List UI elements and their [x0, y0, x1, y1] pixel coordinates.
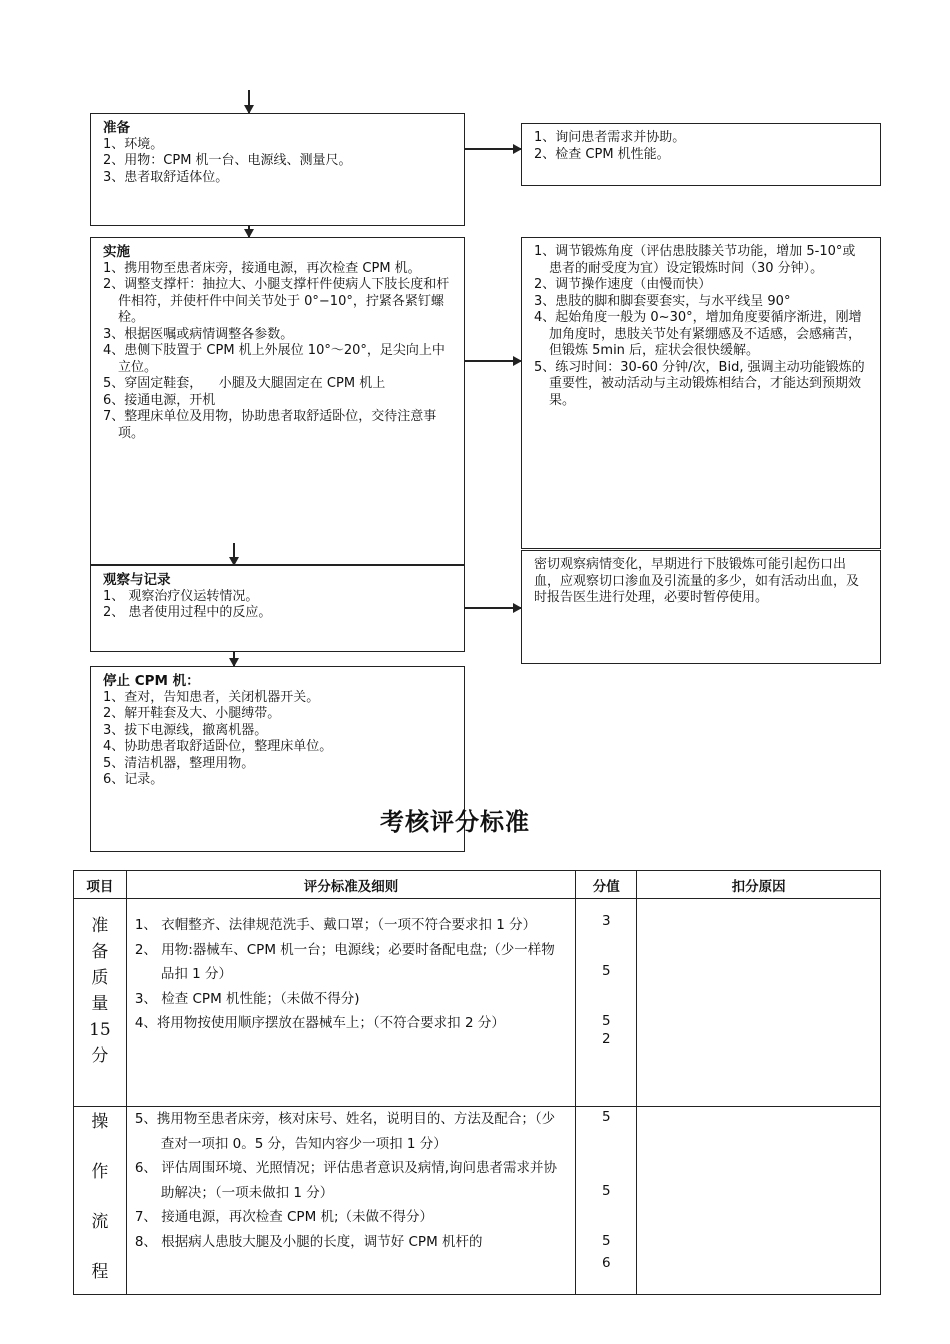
- implement-note-line: 2、调节操作速度（由慢而快）: [534, 277, 712, 292]
- criteria-item: 5、携用物至患者床旁，核对床号、姓名，说明目的、方法及配合；（少查对一项扣 0。5 分，告知内容少一项扣 1 分）: [134, 1111, 556, 1152]
- category-cell: [74, 1107, 127, 1295]
- implement-note-line: 1、调节锻炼角度（评估患肢膝关节功能，增加 5-10°或患者的耐受度为宜）设定锻炼时间（30 分钟）。: [534, 244, 856, 276]
- criteria-item: 6、 评估周围环境、光照情况；评估患者意识及病情,询问患者需求并协助解决；（一项未做扣 1 分）: [134, 1160, 557, 1201]
- criteria-item: 1、 衣帽整齐、法律规范洗手、戴口罩；（一项不符合要求扣 1 分）: [134, 917, 537, 933]
- implement-note-line: 4、起始角度一般为 0~30°，增加角度要循序渐进，刚增加角度时，患肢关节处有紧绷感及不适感，会感痛苦，但锻炼 5min 后，症状会很快缓解。: [534, 310, 862, 358]
- score-value: 5: [601, 1183, 611, 1199]
- implement-line: 6、接通电源，开机: [103, 392, 216, 408]
- category-cell: [74, 899, 127, 1107]
- implement-title: 实施: [103, 244, 130, 260]
- category-char: 量: [91, 994, 109, 1014]
- flow-arrow-implement-note: [465, 360, 521, 362]
- observe-title: 观察与记录: [103, 572, 171, 588]
- implement-line: 4、患侧下肢置于 CPM 机上外展位 10°～20°，足尖向上中立位。: [103, 343, 445, 375]
- score-value: 5: [601, 1109, 611, 1125]
- category-char: 作: [91, 1162, 109, 1182]
- prepare-note-line: 2、检查 CPM 机性能。: [534, 146, 670, 162]
- stop-line: 6、记录。: [103, 772, 164, 787]
- implement-line: 2、调整支撑杆：抽拉大、小腿支撑杆件使病人下肢长度和杆件相符，并使杆件中间关节处于 0°−10°，拧紧各紧钉螺栓。: [103, 277, 450, 325]
- criteria-item: 4、将用物按使用顺序摆放在器械车上；（不符合要求扣 2 分）: [134, 1015, 505, 1031]
- header-score: 分值: [576, 871, 637, 899]
- stop-line: 2、解开鞋套及大、小腿缚带。: [103, 706, 281, 721]
- implement-box: [90, 237, 465, 565]
- table-row: [74, 899, 881, 1107]
- score-value: 5: [601, 1233, 611, 1249]
- deduction-cell: [637, 899, 881, 1107]
- stop-line: 5、清洁机器，整理用物。: [103, 755, 255, 771]
- score-value: 6: [601, 1255, 611, 1271]
- implement-line: 5、穿固定鞋套， 小腿及大腿固定在 CPM 机上: [103, 376, 386, 391]
- category-char: 15: [89, 1020, 111, 1040]
- criteria-item: 8、 根据病人患肢大腿及小腿的长度，调节好 CPM 机杆的: [134, 1233, 483, 1250]
- implement-line: 7、整理床单位及用物，协助患者取舒适卧位，交待注意事项。: [103, 409, 437, 441]
- observe-line: 2、 患者使用过程中的反应。: [103, 605, 272, 620]
- stop-title: 停止 CPM 机：: [103, 673, 200, 689]
- stop-line: 1、查对，告知患者，关闭机器开关。: [103, 689, 320, 705]
- score-value: 2: [601, 1031, 611, 1047]
- flow-arrow-observe-stop: [233, 652, 235, 666]
- header-item: 项目: [74, 871, 127, 899]
- implement-note-line: 5、练习时间：30-60 分钟/次，Bid, 强调主动功能锻炼的重要性，被动活动与主动锻炼相结合，才能达到预期效果。: [534, 359, 865, 408]
- category-char: 备: [91, 942, 109, 962]
- criteria-cell: [126, 1107, 575, 1295]
- section-title: 考核评分标准: [380, 807, 530, 836]
- observe-box: [90, 565, 465, 652]
- category-char: 质: [91, 968, 109, 988]
- criteria-item: 3、 检查 CPM 机性能；（未做不得分): [134, 990, 360, 1007]
- implement-note-box: [521, 237, 881, 549]
- header-criteria: 评分标准及细则: [126, 871, 575, 899]
- prepare-line: 3、患者取舒适体位。: [103, 169, 229, 185]
- deduction-cell: [637, 1107, 881, 1295]
- prepare-line: 1、环境。: [103, 136, 164, 152]
- observe-note-box: [521, 550, 881, 664]
- score-value: 5: [601, 963, 611, 979]
- flow-arrow-implement-observe: [233, 543, 235, 565]
- observe-line: 1、 观察治疗仪运转情况。: [103, 588, 259, 604]
- prepare-line: 2、用物：CPM 机一台、电源线、测量尺。: [103, 153, 352, 168]
- category-char: 准: [91, 916, 109, 936]
- category-char: 程: [91, 1262, 109, 1282]
- flow-arrow-prepare-note: [465, 148, 521, 150]
- implement-note-line: 3、患肢的脚和脚套要套实，与水平线呈 90°: [534, 293, 791, 309]
- prepare-title: 准备: [103, 120, 130, 136]
- score-cell: [576, 1107, 637, 1295]
- category-char: 分: [91, 1046, 109, 1066]
- flow-arrow-observe-note: [465, 607, 521, 609]
- table-header-row: [74, 871, 881, 899]
- implement-line: 1、携用物至患者床旁，接通电源，再次检查 CPM 机。: [103, 260, 421, 276]
- prepare-note-line: 1、询问患者需求并协助。: [534, 130, 686, 145]
- score-value: 3: [601, 913, 611, 929]
- table-row: [74, 1107, 881, 1295]
- stop-line: 3、拔下电源线，撤离机器。: [103, 722, 268, 738]
- observe-note-text: 密切观察病情变化，早期进行下肢锻炼可能引起伤口出血，应观察切口渗血及引流量的多少，如有活动出血，及时报告医生进行处理，必要时暂停使用。: [534, 557, 860, 605]
- flow-arrow-top: [248, 90, 250, 113]
- score-cell: [576, 899, 637, 1107]
- criteria-item: 2、 用物:器械车、CPM 机一台；电源线；必要时备配电盘;（少一样物品扣 1 分）: [134, 941, 555, 982]
- header-deduction: 扣分原因: [637, 871, 881, 899]
- prepare-box: [90, 113, 465, 226]
- score-value: 5: [601, 1013, 611, 1029]
- criteria-cell: [126, 899, 575, 1107]
- scoring-table: [73, 870, 881, 1295]
- prepare-note-box: [521, 123, 881, 186]
- stop-line: 4、协助患者取舒适卧位，整理床单位。: [103, 739, 333, 754]
- implement-line: 3、根据医嘱或病情调整各参数。: [103, 326, 294, 342]
- category-char: 流: [91, 1212, 109, 1232]
- criteria-item: 7、 接通电源，再次检查 CPM 机;（未做不得分）: [134, 1209, 434, 1225]
- category-char: 操: [91, 1112, 109, 1132]
- flow-arrow-prepare-implement: [248, 226, 250, 237]
